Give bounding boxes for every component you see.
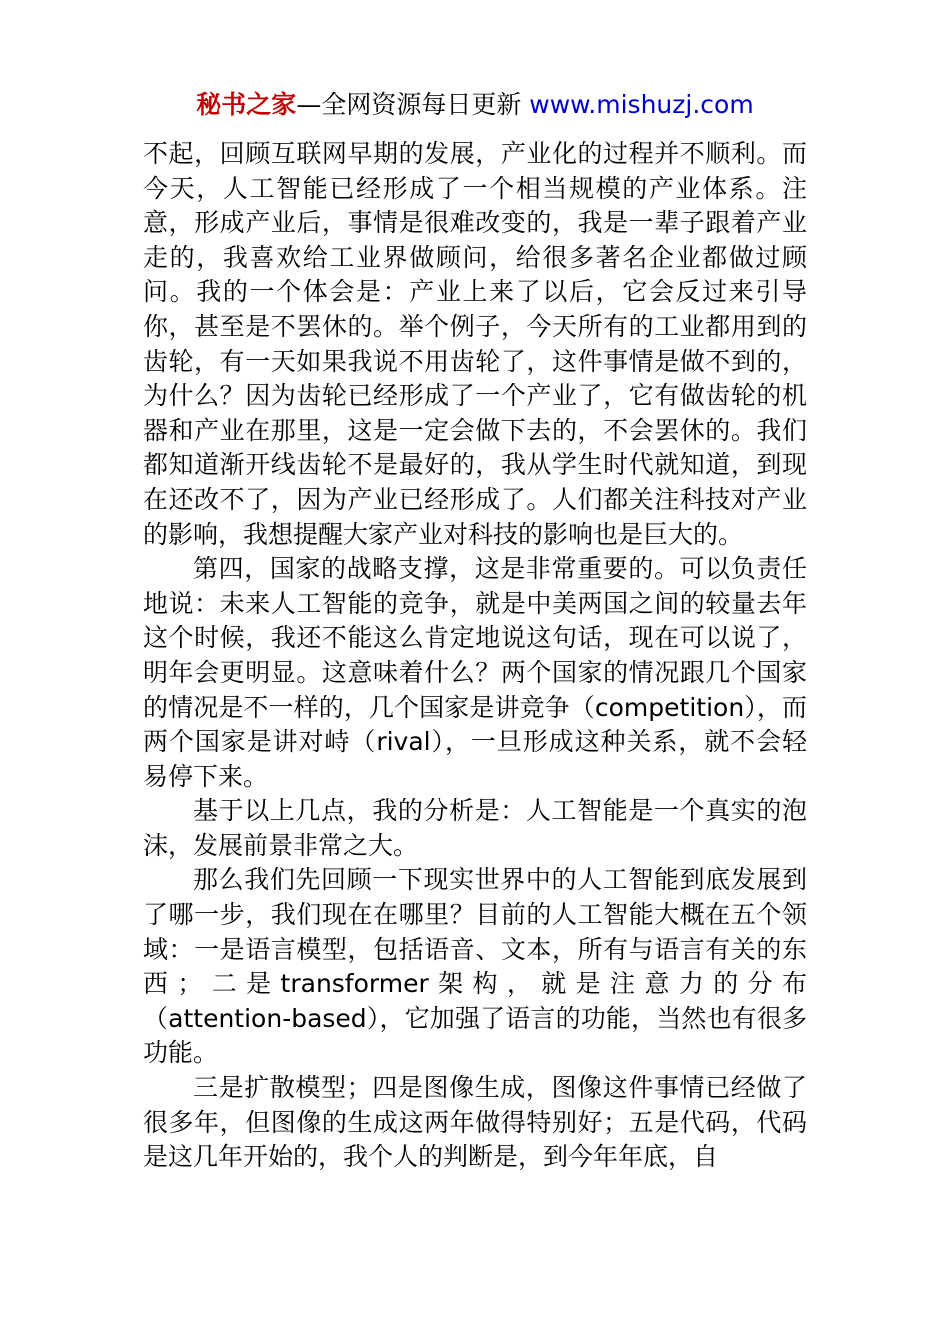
paragraph-4: 那么我们先回顾一下现实世界中的人工智能到底发展到了哪一步，我们现在在哪里？目前的人工智能大概在五个领域：一是语言模型，包括语音、文本，所有与语言有关的东西；二是transformer架构，就是注意力的分布（attention-based），它加强了语言的功能，当然也有很多功能。 <box>143 865 807 1068</box>
site-url[interactable]: www.mishuzj.com <box>529 90 754 119</box>
document-body <box>143 137 807 1175</box>
site-header <box>0 90 950 120</box>
paragraph-2: 第四，国家的战略支撑，这是非常重要的。可以负责任地说：未来人工智能的竞争，就是中美两国之间的较量去年这个时候，我还不能这么肯定地说这句话，现在可以说了，明年会更明显。这意味着什么？两个国家的情况跟几个国家的情况是不一样的，几个国家是讲竞争（competition），而两个国家是讲对峙（rival），一旦形成这种关系，就不会轻易停下来。 <box>143 554 807 791</box>
site-tagline: —全网资源每日更新 <box>296 90 530 119</box>
paragraph-1: 不起，回顾互联网早期的发展，产业化的过程并不顺利。而今天，人工智能已经形成了一个相当规模的产业体系。注意，形成产业后，事情是很难改变的，我是一辈子跟着产业走的，我喜欢给工业界做顾问，给很多著名企业都做过顾问。我的一个体会是：产业上来了以后，它会反过来引导你，甚至是不罢休的。举个例子，今天所有的工业都用到的齿轮，有一天如果我说不用齿轮了，这件事情是做不到的，为什么？因为齿轮已经形成了一个产业了，它有做齿轮的机器和产业在那里，这是一定会做下去的，不会罢休的。我们都知道渐开线齿轮不是最好的，我从学生时代就知道，到现在还改不了，因为产业已经形成了。人们都关注科技对产业的影响，我想提醒大家产业对科技的影响也是巨大的。 <box>143 139 807 549</box>
site-brand: 秘书之家 <box>196 90 297 119</box>
paragraph-3: 基于以上几点，我的分析是：人工智能是一个真实的泡沫，发展前景非常之大。 <box>143 796 807 860</box>
paragraph-5: 三是扩散模型；四是图像生成，图像这件事情已经做了很多年，但图像的生成这两年做得特别好；五是代码，代码是这几年开始的，我个人的判断是，到今年年底，自 <box>143 1073 807 1172</box>
